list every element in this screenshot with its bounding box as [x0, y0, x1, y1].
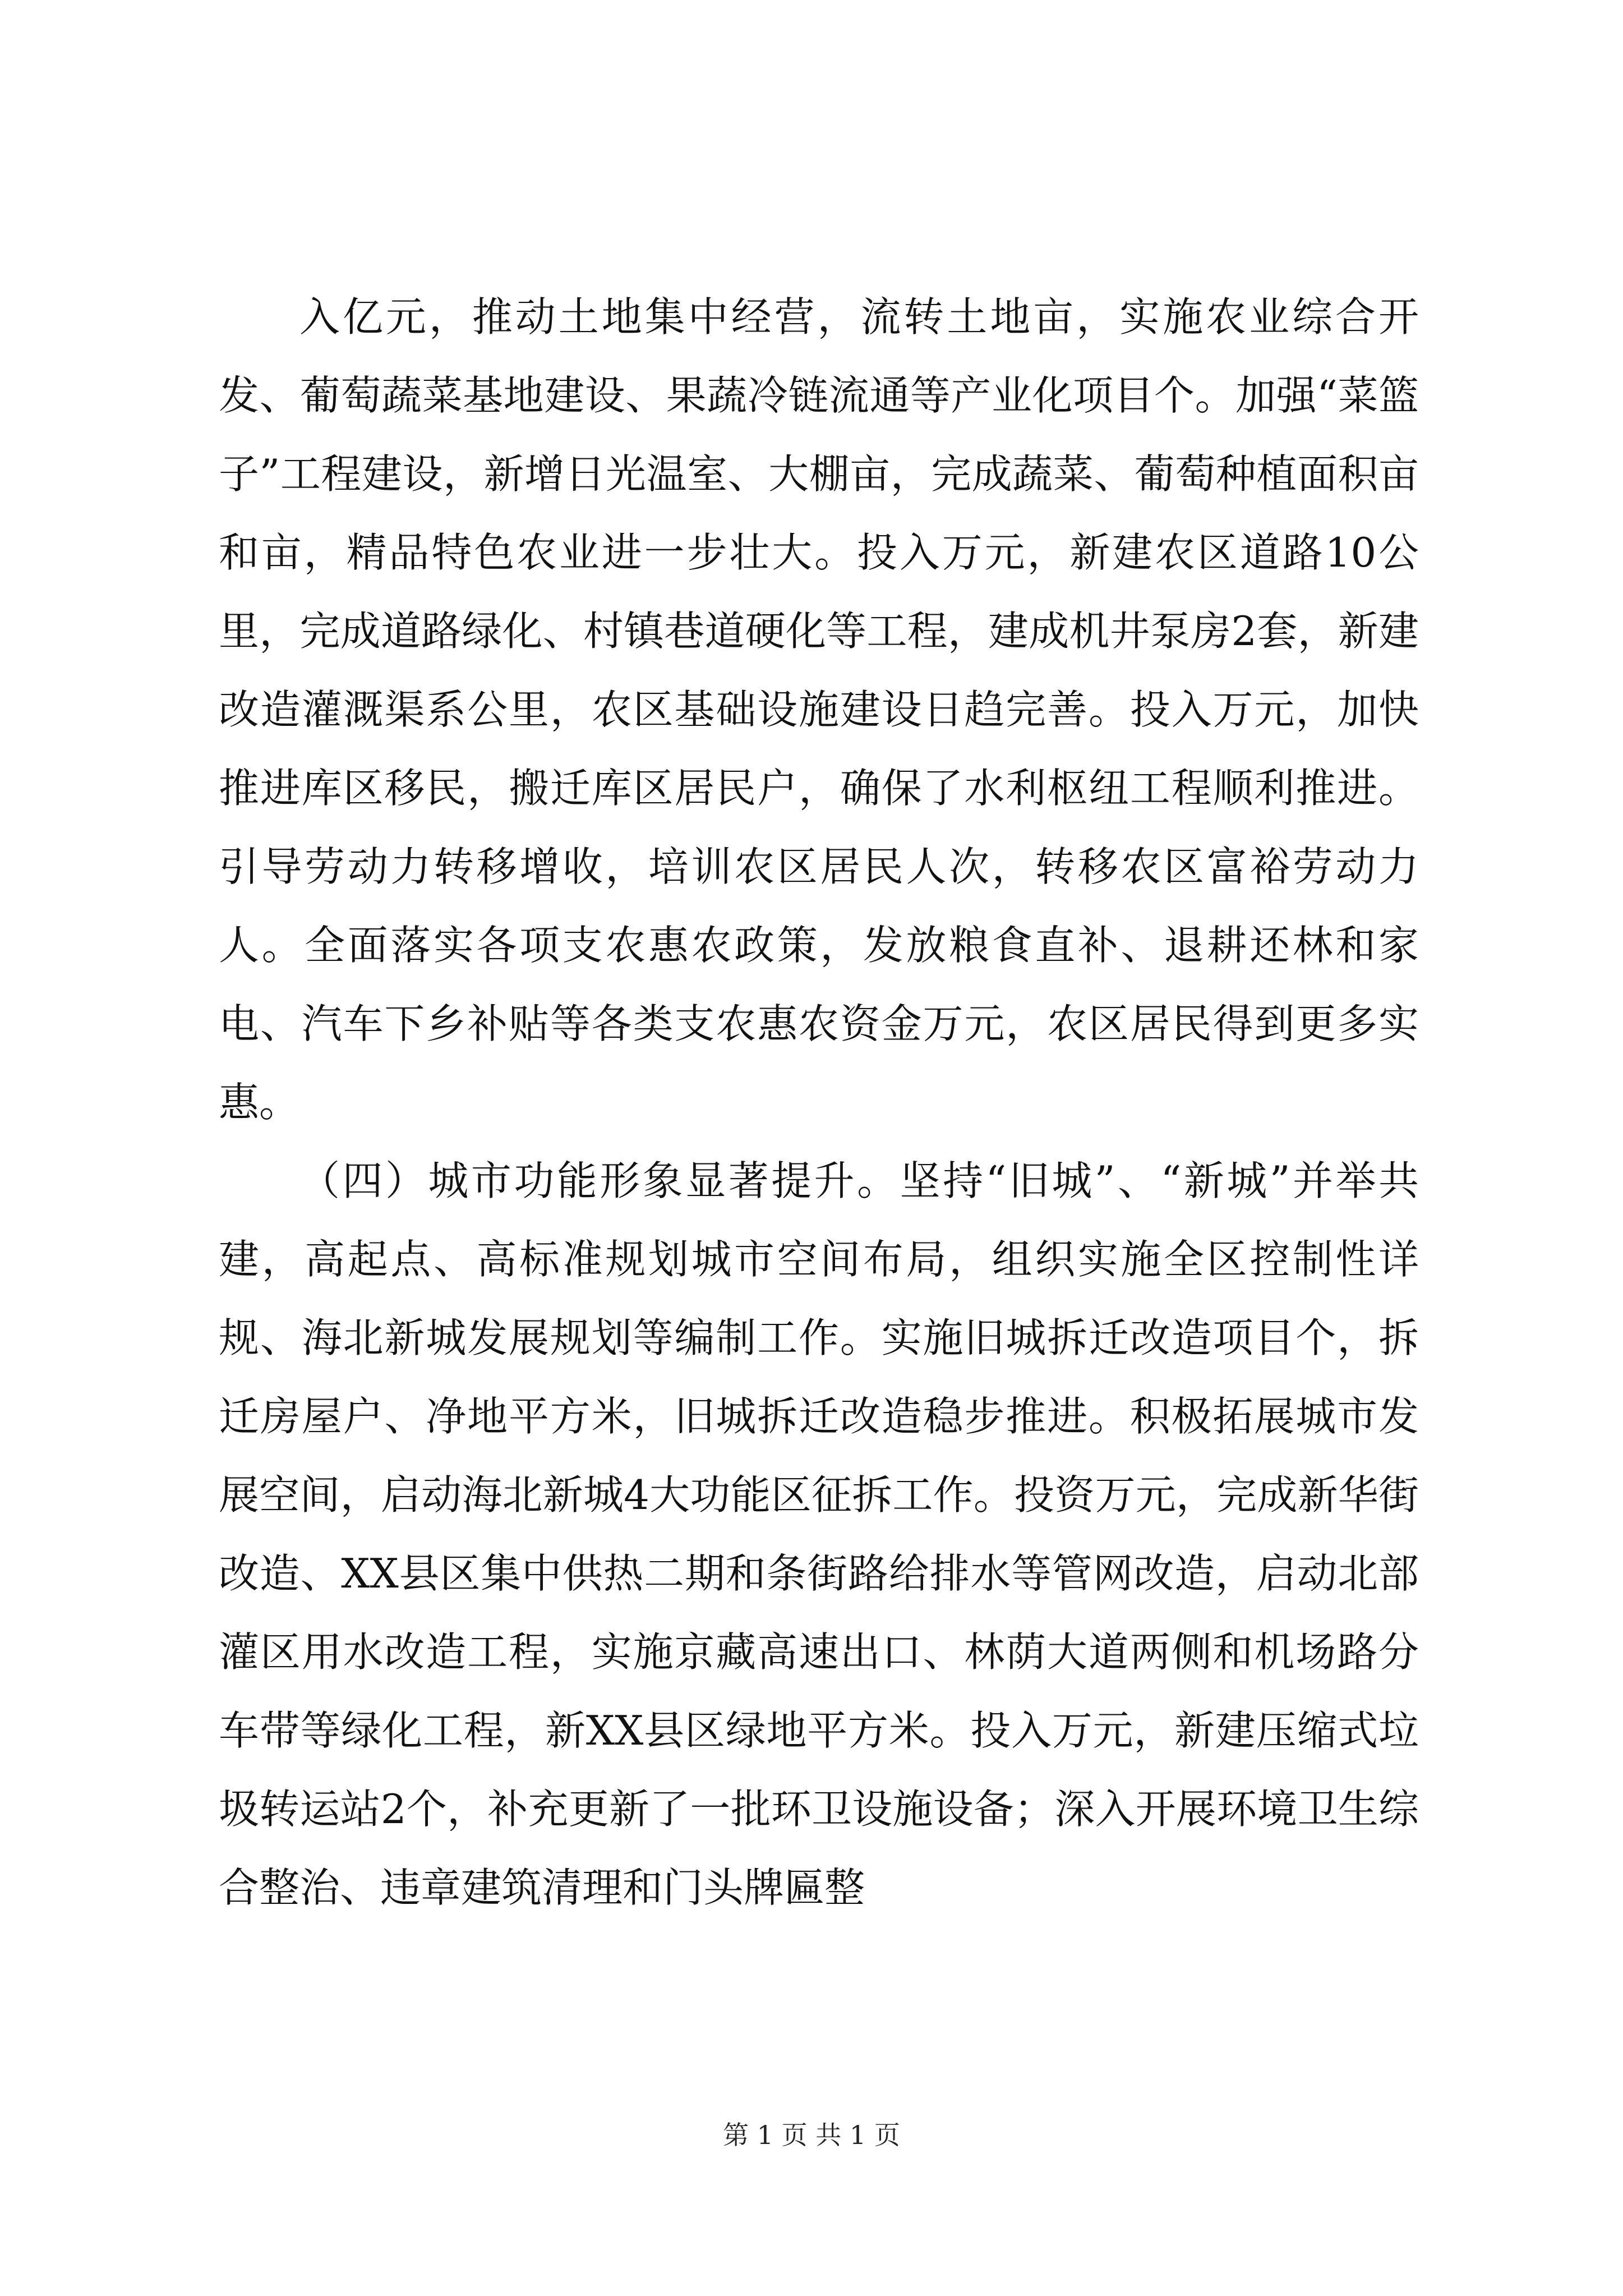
paragraph-agriculture: 入亿元，推动土地集中经营，流转土地亩，实施农业综合开发、葡萄蔬菜基地建设、果蔬冷链流通等产业化项目个。加强“菜篮子”工程建设，新增日光温室、大棚亩，完成蔬菜、葡萄种植面积亩和亩，精品特色农业进一步壮大。投入万元，新建农区道路10公里，完成道路绿化、村镇巷道硬化等工程，建成机井泵房2套，新建改造灌溉渠系公里，农区基础设施建设日趋完善。投入万元，加快推进库区移民，搬迁库区居民户，确保了水利枢纽工程顺利推进。引导劳动力转移增收，培训农区居民人次，转移农区富裕劳动力人。全面落实各项支农惠农政策，发放粮食直补、退耕还林和家电、汽车下乡补贴等各类支农惠农资金万元，农区居民得到更多实惠。: [219, 293, 1419, 1126]
page-footer: 第 1 页 共 1 页: [723, 2120, 900, 2150]
document-body: [219, 278, 1419, 1927]
paragraph-city-function: （四）城市功能形象显著提升。坚持“旧城”、“新城”并举共建，高起点、高标准规划城市空间布局，组织实施全区控制性详规、海北新城发展规划等编制工作。实施旧城拆迁改造项目个，拆迁房屋户、净地平方米，旧城拆迁改造稳步推进。积极拓展城市发展空间，启动海北新城4大功能区征拆工作。投资万元，完成新华街改造、XX县区集中供热二期和条街路给排水等管网改造，启动北部灌区用水改造工程，实施京藏高速出口、林荫大道两侧和机场路分车带等绿化工程，新XX县区绿地平方米。投入万元，新建压缩式垃圾转运站2个，补充更新了一批环卫设施设备；深入开展环境卫生综合整治、违章建筑清理和门头牌匾整: [219, 1157, 1419, 1911]
